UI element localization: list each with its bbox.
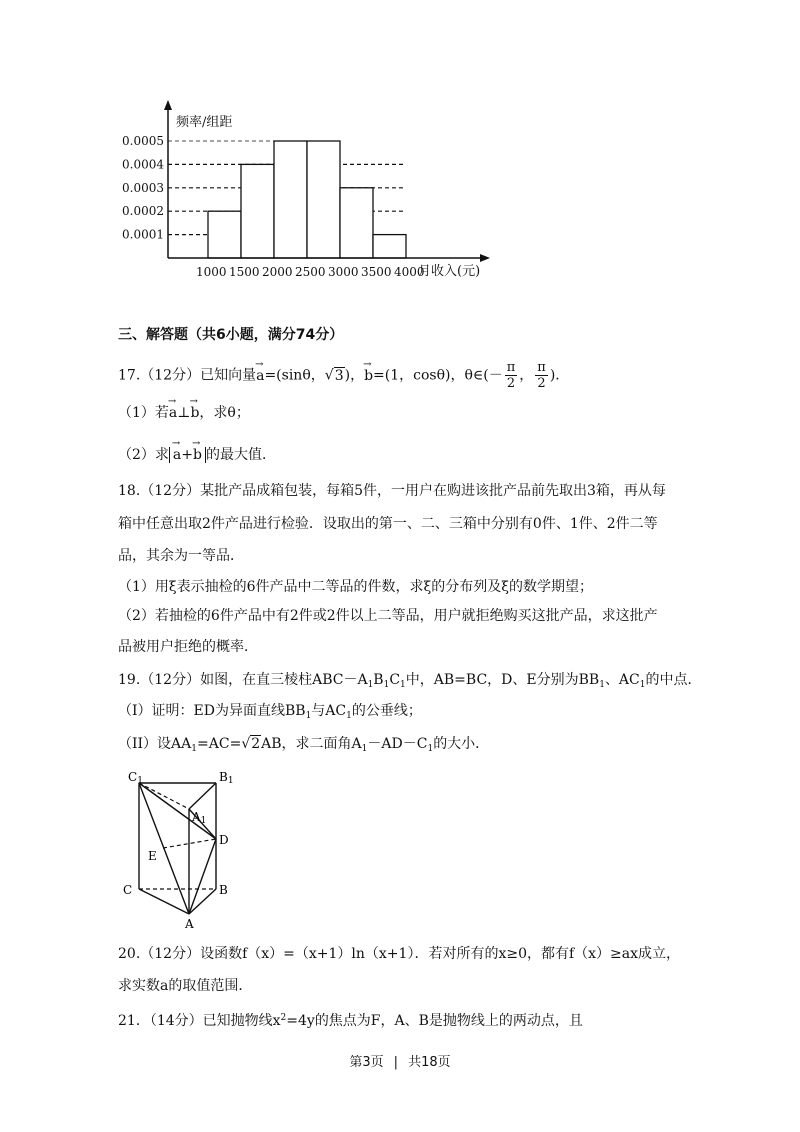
q18-line2: 箱中任意出取2件产品进行检验．设取出的第一、二、三箱中分别有0件、1件、2件二等 xyxy=(118,516,658,532)
y-tick-label: 0.0004 xyxy=(122,157,164,172)
page-number: 第3页 xyxy=(349,1055,384,1070)
x-tick-label: 2500 xyxy=(295,265,326,279)
page-footer: 第3页 | 共18页 xyxy=(349,1055,451,1070)
histogram-bar xyxy=(241,164,274,258)
svg-text:A: A xyxy=(185,917,194,931)
x-tick-label: 3000 xyxy=(328,265,359,279)
q18-line5: （2）若抽检的6件产品中有2件或2件以上二等品，用户就拒绝购买这批产品，求这批产 xyxy=(118,608,658,624)
section-heading: 三、解答题（共6小题，满分74分） xyxy=(118,327,344,343)
q20-line2: 求实数a的取值范围． xyxy=(118,978,253,994)
histogram-bar xyxy=(307,141,340,258)
q18-line3: 品，其余为一等品． xyxy=(118,548,244,564)
y-tick-label: 0.0003 xyxy=(122,180,164,195)
q19-part2: （II）设$AA_1=AC=√2AB$，求二面角$A_1-AD-C_1$的大小． xyxy=(118,736,490,754)
x-tick-label: 1000 xyxy=(196,265,227,279)
svg-text:C: C xyxy=(123,883,133,897)
x-axis-label: 月收入(元) xyxy=(418,264,481,279)
y-tick-label: 0.0001 xyxy=(122,227,164,242)
q18-line6: 品被用户拒绝的概率． xyxy=(118,639,258,655)
q17-part1: （1）若→ a⊥→ b，求θ； xyxy=(118,403,250,423)
svg-text:D: D xyxy=(219,833,229,847)
histogram-bar xyxy=(208,211,241,258)
svg-text:C1: C1 xyxy=(128,770,143,786)
q18-line1: 18.（12分）某批产品成箱包装，每箱5件，一用户在购进该批产品前先取出3箱，再从每 xyxy=(118,483,666,499)
x-tick-label: 4000 xyxy=(394,265,425,279)
q18-line4: （1）用ξ表示抽检的6件产品中二等品的件数，求ξ的分布列及ξ的数学期望； xyxy=(118,579,593,595)
y-tick-label: 0.0002 xyxy=(122,204,164,219)
x-tick-label: 2000 xyxy=(262,265,293,279)
q19-part1: （I）证明：ED为异面直线$BB_1$与$AC_1$的公垂线； xyxy=(118,703,422,721)
y-tick-label: 0.0005 xyxy=(122,134,164,148)
svg-text:B1: B1 xyxy=(219,770,234,786)
x-tick-label: 3500 xyxy=(361,265,392,279)
svg-text:E: E xyxy=(148,849,157,863)
histogram-bar xyxy=(340,188,373,258)
histogram-bar xyxy=(373,235,406,258)
x-tick-label: 1500 xyxy=(229,265,260,279)
q17-stem: 17.（12分）已知向量→ a=(sinθ，√3)，→ b=(1，cosθ)，θ∈(－ $\frac{\pi}{2}$ ， $\frac{\pi}{2}$ )． xyxy=(118,360,569,391)
total-pages: 共18页 xyxy=(408,1055,451,1070)
svg-text:B: B xyxy=(219,883,228,897)
prism-figure xyxy=(115,768,255,933)
q21-line1: 21．（14分）已知抛物线$x^2=4y$的焦点为F，A、B是抛物线上的两动点，且 xyxy=(118,1013,583,1029)
svg-text:A1: A1 xyxy=(192,810,207,826)
income-histogram xyxy=(0,0,800,300)
histogram-bar xyxy=(274,141,307,258)
q17-part2: （2）求→ a+→ b 的最大值． xyxy=(118,445,276,465)
q19-stem: 19.（12分）如图，在直三棱柱$ABC-A_1B_1C_1$中，AB=BC，D、E分别为$BB_1$、$AC_1$的中点． xyxy=(118,672,702,690)
y-axis-label: 频率/组距 xyxy=(176,115,233,130)
q20-line1: 20.（12分）设函数f（x）=（x+1）ln（x+1）．若对所有的x≥0，都有f（x）≥ax成立， xyxy=(118,946,681,962)
